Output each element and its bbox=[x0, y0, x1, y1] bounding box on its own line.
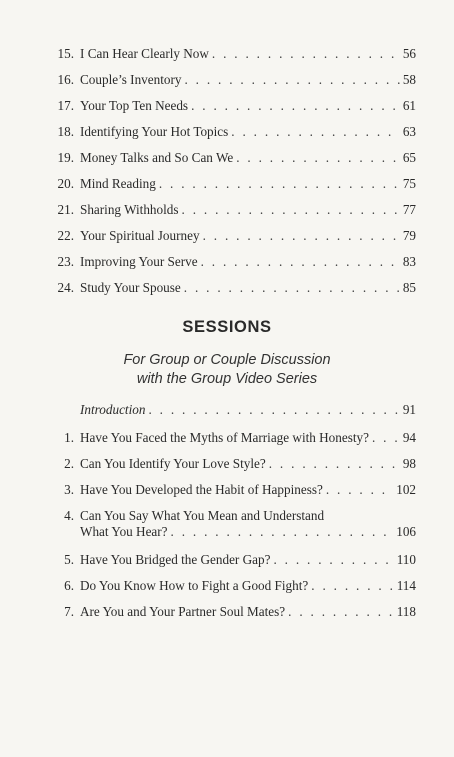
dot-leader bbox=[212, 46, 400, 62]
toc-entry bbox=[46, 150, 416, 166]
dot-leader bbox=[184, 72, 399, 88]
entry-number: 5. bbox=[64, 552, 74, 567]
dot-leader bbox=[311, 578, 393, 594]
entry-title: Improving Your Serve bbox=[80, 254, 198, 269]
toc-entry bbox=[46, 552, 416, 568]
toc-entry bbox=[46, 280, 416, 296]
entry-page: 63 bbox=[402, 124, 416, 139]
entry-number: 7. bbox=[64, 604, 74, 619]
entry-number: 15. bbox=[57, 46, 74, 61]
entry-number: 17. bbox=[57, 98, 74, 113]
entry-number: 22. bbox=[57, 228, 74, 243]
entry-number: 4. bbox=[64, 508, 74, 523]
entry-title: Your Top Ten Needs bbox=[80, 98, 189, 113]
entry-title: Have You Bridged the Gender Gap? bbox=[80, 552, 271, 567]
entry-number: 24. bbox=[57, 280, 74, 295]
toc-entry bbox=[46, 456, 416, 472]
entry-page: 77 bbox=[402, 202, 416, 217]
entry-line-1 bbox=[46, 508, 416, 524]
dot-leader bbox=[148, 402, 399, 418]
entry-page: 106 bbox=[396, 524, 416, 539]
dot-leader bbox=[201, 254, 400, 270]
toc-entry bbox=[46, 228, 416, 244]
entry-title: Money Talks and So Can We bbox=[80, 150, 234, 165]
entry-page: 94 bbox=[402, 430, 416, 445]
entry-page: 114 bbox=[396, 578, 416, 593]
entry-number: 21. bbox=[57, 202, 74, 217]
toc-entry bbox=[46, 604, 416, 620]
entry-number: 18. bbox=[57, 124, 74, 139]
entry-title: Can You Identify Your Love Style? bbox=[80, 456, 266, 471]
dot-leader bbox=[236, 150, 400, 166]
dot-leader bbox=[191, 98, 400, 114]
toc-entry bbox=[46, 176, 416, 192]
dot-leader bbox=[159, 176, 400, 192]
entry-page: 58 bbox=[402, 72, 416, 87]
dot-leader bbox=[288, 604, 394, 620]
toc-entry bbox=[46, 508, 416, 542]
entry-page: 110 bbox=[396, 552, 416, 567]
entry-title: I Can Hear Clearly Now bbox=[80, 46, 209, 61]
entry-title: Have You Developed the Habit of Happiness? bbox=[80, 482, 323, 497]
entry-title: Your Spiritual Journey bbox=[80, 228, 200, 243]
entry-line-2 bbox=[46, 524, 416, 540]
dot-leader bbox=[372, 430, 400, 446]
sessions-subtitle-line2: with the Group Video Series bbox=[136, 371, 318, 387]
toc-entry bbox=[46, 46, 416, 62]
sessions-heading: SESSIONS bbox=[182, 318, 272, 336]
entry-page: 118 bbox=[396, 604, 416, 619]
entry-number: 16. bbox=[57, 72, 74, 87]
entry-title: Can You Say What You Mean and Understand bbox=[80, 508, 325, 523]
entry-title: Couple’s Inventory bbox=[80, 72, 182, 87]
toc-entry bbox=[46, 578, 416, 594]
entry-title-continued: What You Hear? bbox=[80, 524, 168, 539]
entry-title: Are You and Your Partner Soul Mates? bbox=[80, 604, 286, 619]
entry-title: Study Your Spouse bbox=[80, 280, 181, 295]
entry-number: 2. bbox=[64, 456, 74, 471]
entry-title: Introduction bbox=[80, 402, 146, 417]
entry-title: Mind Reading bbox=[80, 176, 156, 191]
entry-number: 3. bbox=[64, 482, 74, 497]
entry-page: 85 bbox=[402, 280, 416, 295]
entry-title: Have You Faced the Myths of Marriage with Honesty? bbox=[80, 430, 369, 445]
entry-page: 61 bbox=[402, 98, 416, 113]
dot-leader bbox=[171, 524, 394, 540]
entry-page: 91 bbox=[402, 402, 416, 417]
entry-page: 102 bbox=[396, 482, 416, 497]
entry-title: Identifying Your Hot Topics bbox=[80, 124, 229, 139]
dot-leader bbox=[182, 202, 400, 218]
toc-entry-introduction bbox=[46, 402, 416, 418]
toc-entry bbox=[46, 254, 416, 270]
entry-page: 83 bbox=[402, 254, 416, 269]
entry-page: 56 bbox=[402, 46, 416, 61]
entry-number: 6. bbox=[64, 578, 74, 593]
entry-title: Do You Know How to Fight a Good Fight? bbox=[80, 578, 309, 593]
entry-number: 23. bbox=[57, 254, 74, 269]
entry-number: 20. bbox=[57, 176, 74, 191]
entry-number: 1. bbox=[64, 430, 74, 445]
entry-page: 65 bbox=[402, 150, 416, 165]
toc-entry bbox=[46, 202, 416, 218]
entry-page: 79 bbox=[402, 228, 416, 243]
toc-entry bbox=[46, 430, 416, 446]
entry-number: 19. bbox=[57, 150, 74, 165]
dot-leader bbox=[203, 228, 400, 244]
dot-leader bbox=[231, 124, 400, 140]
dot-leader bbox=[269, 456, 400, 472]
toc-entry bbox=[46, 72, 416, 88]
toc-entry bbox=[46, 124, 416, 140]
entry-page: 98 bbox=[402, 456, 416, 471]
toc-entry bbox=[46, 482, 416, 498]
dot-leader bbox=[326, 482, 393, 498]
dot-leader bbox=[273, 552, 393, 568]
sessions-subtitle-line1: For Group or Couple Discussion bbox=[123, 352, 331, 368]
entry-title: Sharing Withholds bbox=[80, 202, 179, 217]
dot-leader bbox=[184, 280, 400, 296]
toc-entry bbox=[46, 98, 416, 114]
entry-page: 75 bbox=[402, 176, 416, 191]
